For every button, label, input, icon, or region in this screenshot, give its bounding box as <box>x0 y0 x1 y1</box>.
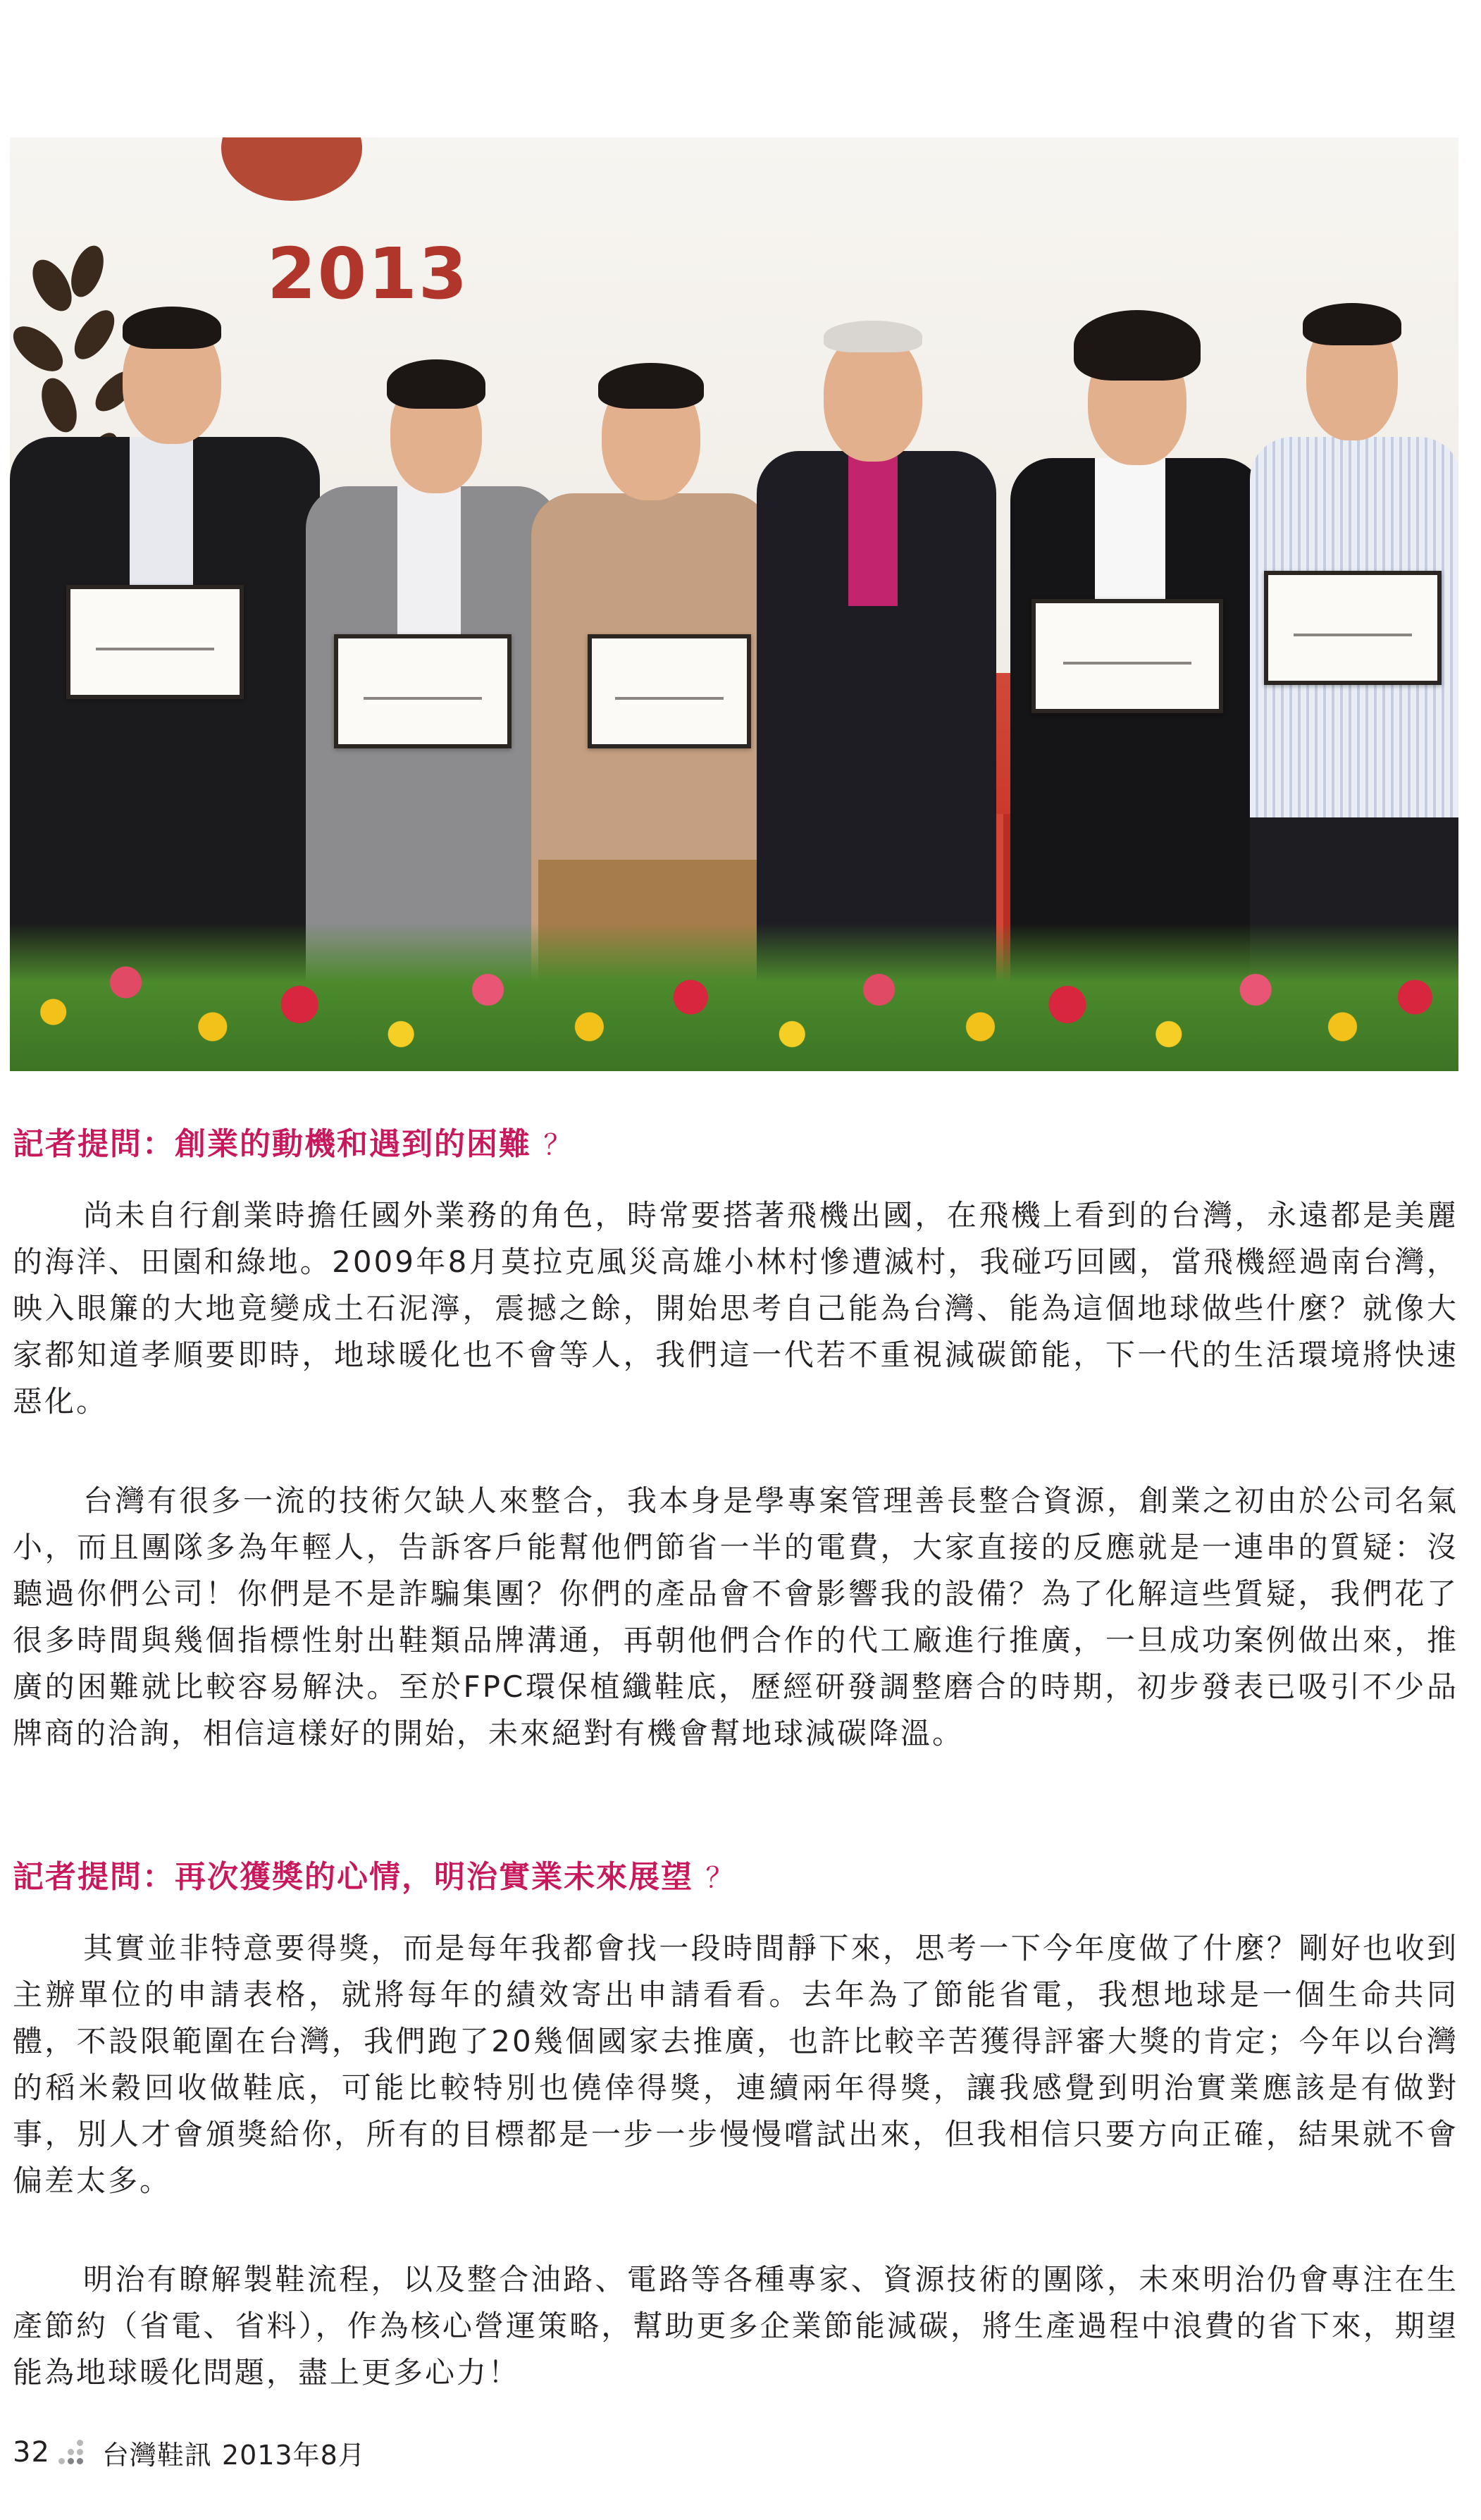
section-heading <box>13 1851 735 1896</box>
paragraph: 尚未自行創業時擔任國外業務的角色，時常要搭著飛機出國，在飛機上看到的台灣，永遠都是美麗的海洋、田園和綠地。2009年8月莫拉克風災高雄小林村慘遭滅村，我碰巧回國，當飛機經過南台灣，映入眼簾的大地竟變成土石泥濘，震撼之餘，開始思考自己能為台灣、能為這個地球做些什麼？就像大家都知道孝順要即時，地球暖化也不會等人，我們這一代若不重視減碳節能，下一代的生活環境將快速惡化。 <box>13 1198 1458 1419</box>
issue-date: 2013年8月 <box>221 2439 366 2471</box>
dots-icon <box>58 2440 84 2465</box>
section-heading-text: 記者提問：再次獲獎的心情，明治實業未來展望 <box>13 1859 693 1895</box>
question-mark: ？ <box>705 1862 736 1894</box>
award-ceremony-photo <box>10 137 1458 1071</box>
section-heading-text: 記者提問：創業的動機和遇到的困難 <box>13 1126 531 1162</box>
paragraph: 其實並非特意要得獎，而是每年我都會找一段時間靜下來，思考一下今年度做了什麼？剛好也收到主辦單位的申請表格，就將每年的績效寄出申請看看。去年為了節能省電，我想地球是一個生命共同體，不設限範圍在台灣，我們跑了20幾個國家去推廣，也許比較辛苦獲得評審大獎的肯定；今年以台灣的稻米穀回收做鞋底，可能比較特別也僥倖得獎，連續兩年得獎，讓我感覺到明治實業應該是有做對事，別人才會頒獎給你，所有的目標都是一步一步慢慢嚐試出來，但我相信只要方向正確，結果就不會偏差太多。 <box>13 1931 1458 2198</box>
event-year: 2013 <box>267 233 469 315</box>
flower-arrangement <box>10 923 1458 1071</box>
paragraph: 台灣有很多一流的技術欠缺人來整合，我本身是學專案管理善長整合資源，創業之初由於公司名氣小，而且團隊多為年輕人，告訴客戶能幫他們節省一半的電費，大家直接的反應就是一連串的質疑：沒聽過你們公司！你們是不是詐騙集團？你們的產品會不會影響我的設備？為了化解這些質疑，我們花了很多時間與幾個指標性射出鞋類品牌溝通，再朝他們合作的代工廠進行推廣，一旦成功案例做出來，推廣的困難就比較容易解決。至於FPC環保植纖鞋底，歷經研發調整磨合的時期，初步發表已吸引不少品牌商的洽詢，相信這樣好的開始，未來絕對有機會幫地球減碳降溫。 <box>13 1483 1458 1750</box>
page-footer <box>13 2431 366 2473</box>
page-number: 32 <box>13 2436 50 2469</box>
paragraph: 明治有瞭解製鞋流程，以及整合油路、電路等各種專家、資源技術的團隊，未來明治仍會專注在生產節約（省電、省料），作為核心營運策略，幫助更多企業節能減碳，將生產過程中浪費的省下來，期望能為地球暖化問題，盡上更多心力！ <box>13 2262 1458 2390</box>
publication-name: 台灣鞋訊 <box>101 2439 212 2471</box>
section-heading <box>13 1118 573 1163</box>
question-mark: ？ <box>543 1129 574 1161</box>
